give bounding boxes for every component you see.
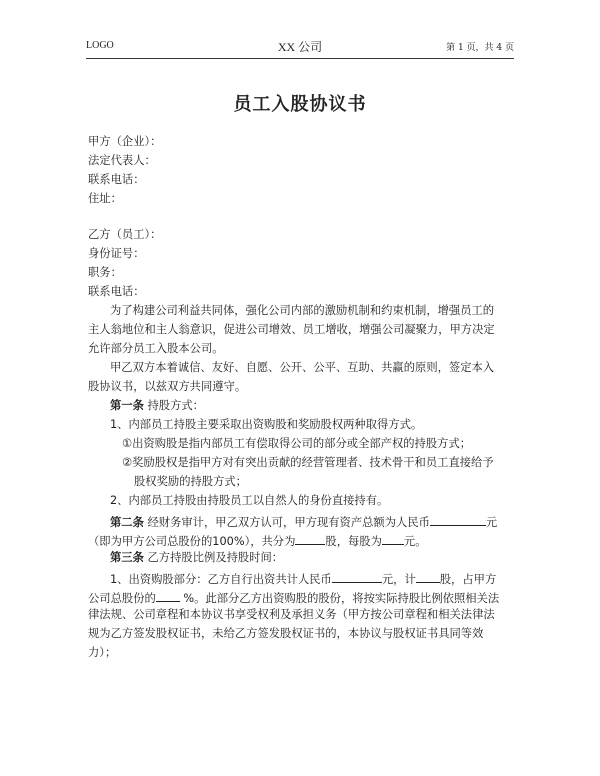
page-number: 第 1 页，共 4 页 [446, 43, 514, 53]
article-3-text-d: 公司总股份的 [88, 592, 156, 605]
position-label: 职务： [88, 266, 122, 279]
preamble-p1-line1: 为了构建公司利益共同体，强化公司内部的激励机制和约束机制，增强员工的 [110, 304, 495, 317]
party-a-label: 甲方（企业）： [88, 135, 162, 148]
investment-amount-blank[interactable] [332, 571, 382, 583]
article-1-sub-2-line1: ②奖励股权是指甲方对有突出贡献的经营管理者、技术骨干和员工直接给予 [122, 456, 494, 469]
article-3-line2 [88, 590, 499, 604]
article-1-item-2: 2、内部员工持股由持股员工以自然人的身份直接持有。 [110, 494, 389, 507]
article-1-title: 持股方式： [143, 399, 204, 412]
article-1-heading [110, 400, 204, 411]
article-3-title: 乙方持股比例及持股时间： [143, 551, 284, 564]
preamble-p1-line3: 允许部分员工入股本公司。 [88, 342, 224, 355]
total-shares-blank[interactable] [295, 533, 325, 545]
article-3-text-a: 1、出资购股部分：乙方自行出资共计人民币 [110, 573, 332, 586]
preamble-p2-line2: 股协议书，以兹双方共同遵守。 [88, 380, 247, 393]
article-3-line1 [110, 571, 496, 585]
party-a-address-label: 住址： [88, 192, 122, 205]
header-divider [86, 58, 514, 59]
article-2-line1 [110, 514, 497, 528]
article-3-number: 第三条 [110, 551, 144, 564]
article-2-text-d: 股，每股为 [325, 535, 382, 548]
share-count-blank[interactable] [416, 571, 440, 583]
legal-rep-label: 法定代表人： [88, 154, 156, 167]
party-a-phone-label: 联系电话： [88, 173, 145, 186]
percentage-blank[interactable] [156, 590, 180, 602]
party-b-label: 乙方（员工）： [88, 228, 162, 241]
article-3-line5: 力）； [88, 646, 117, 659]
preamble-p1-line2: 主人翁地位和主人翁意识，促进公司增效、员工增收，增强公司凝聚力，甲方决定 [88, 323, 495, 336]
article-1-number: 第一条 [110, 399, 144, 412]
article-3-text-b: 元，计 [381, 573, 416, 586]
article-3-line3: 律法规、公司章程和本协议书享受权利及承担义务（甲方按公司章程和相关法律法 [88, 608, 495, 621]
preamble-p2-line1: 甲乙双方本着诚信、友好、自愿、公开、公平、互助、共赢的原则，签定本入 [110, 361, 495, 374]
article-1-sub-2-line2: 股权奖励的持股方式； [134, 475, 247, 488]
article-2-text-b: 元 [485, 516, 498, 529]
article-3-line4: 规为乙方签发股权证书，未给乙方签发股权证书的，本协议与股权证书具同等效 [88, 627, 484, 640]
id-number-label: 身份证号： [88, 247, 145, 260]
party-b-phone-label: 联系电话： [88, 285, 145, 298]
article-1-sub-1: ①出资购股是指内部员工有偿取得公司的部分或全部产权的持股方式； [122, 437, 472, 450]
page-header [86, 38, 514, 56]
logo: LOGO [86, 40, 114, 51]
article-2-line2 [88, 533, 427, 547]
article-2-text-a: 经财务审计，甲乙双方认可，甲方现有资产总额为人民币 [143, 516, 430, 529]
article-2-number: 第二条 [110, 516, 144, 529]
article-3-heading [110, 552, 283, 563]
company-name: XX 公司 [277, 40, 323, 54]
article-2-text-e: 元。 [403, 535, 427, 548]
article-3-text-c: 股，占甲方 [439, 573, 497, 586]
total-assets-blank[interactable] [430, 514, 486, 526]
document-title: 员工入股协议书 [233, 94, 367, 115]
share-price-blank[interactable] [382, 533, 404, 545]
article-3-text-e: %。此部分乙方出资购股的股份，将按实际持股比例依照相关法 [179, 592, 500, 605]
article-1-item-1: 1、内部员工持股主要采取出资购股和奖励股权两种取得方式。 [110, 418, 423, 431]
article-2-text-c: （即为甲方公司总股份的100%），共分为 [88, 535, 296, 548]
